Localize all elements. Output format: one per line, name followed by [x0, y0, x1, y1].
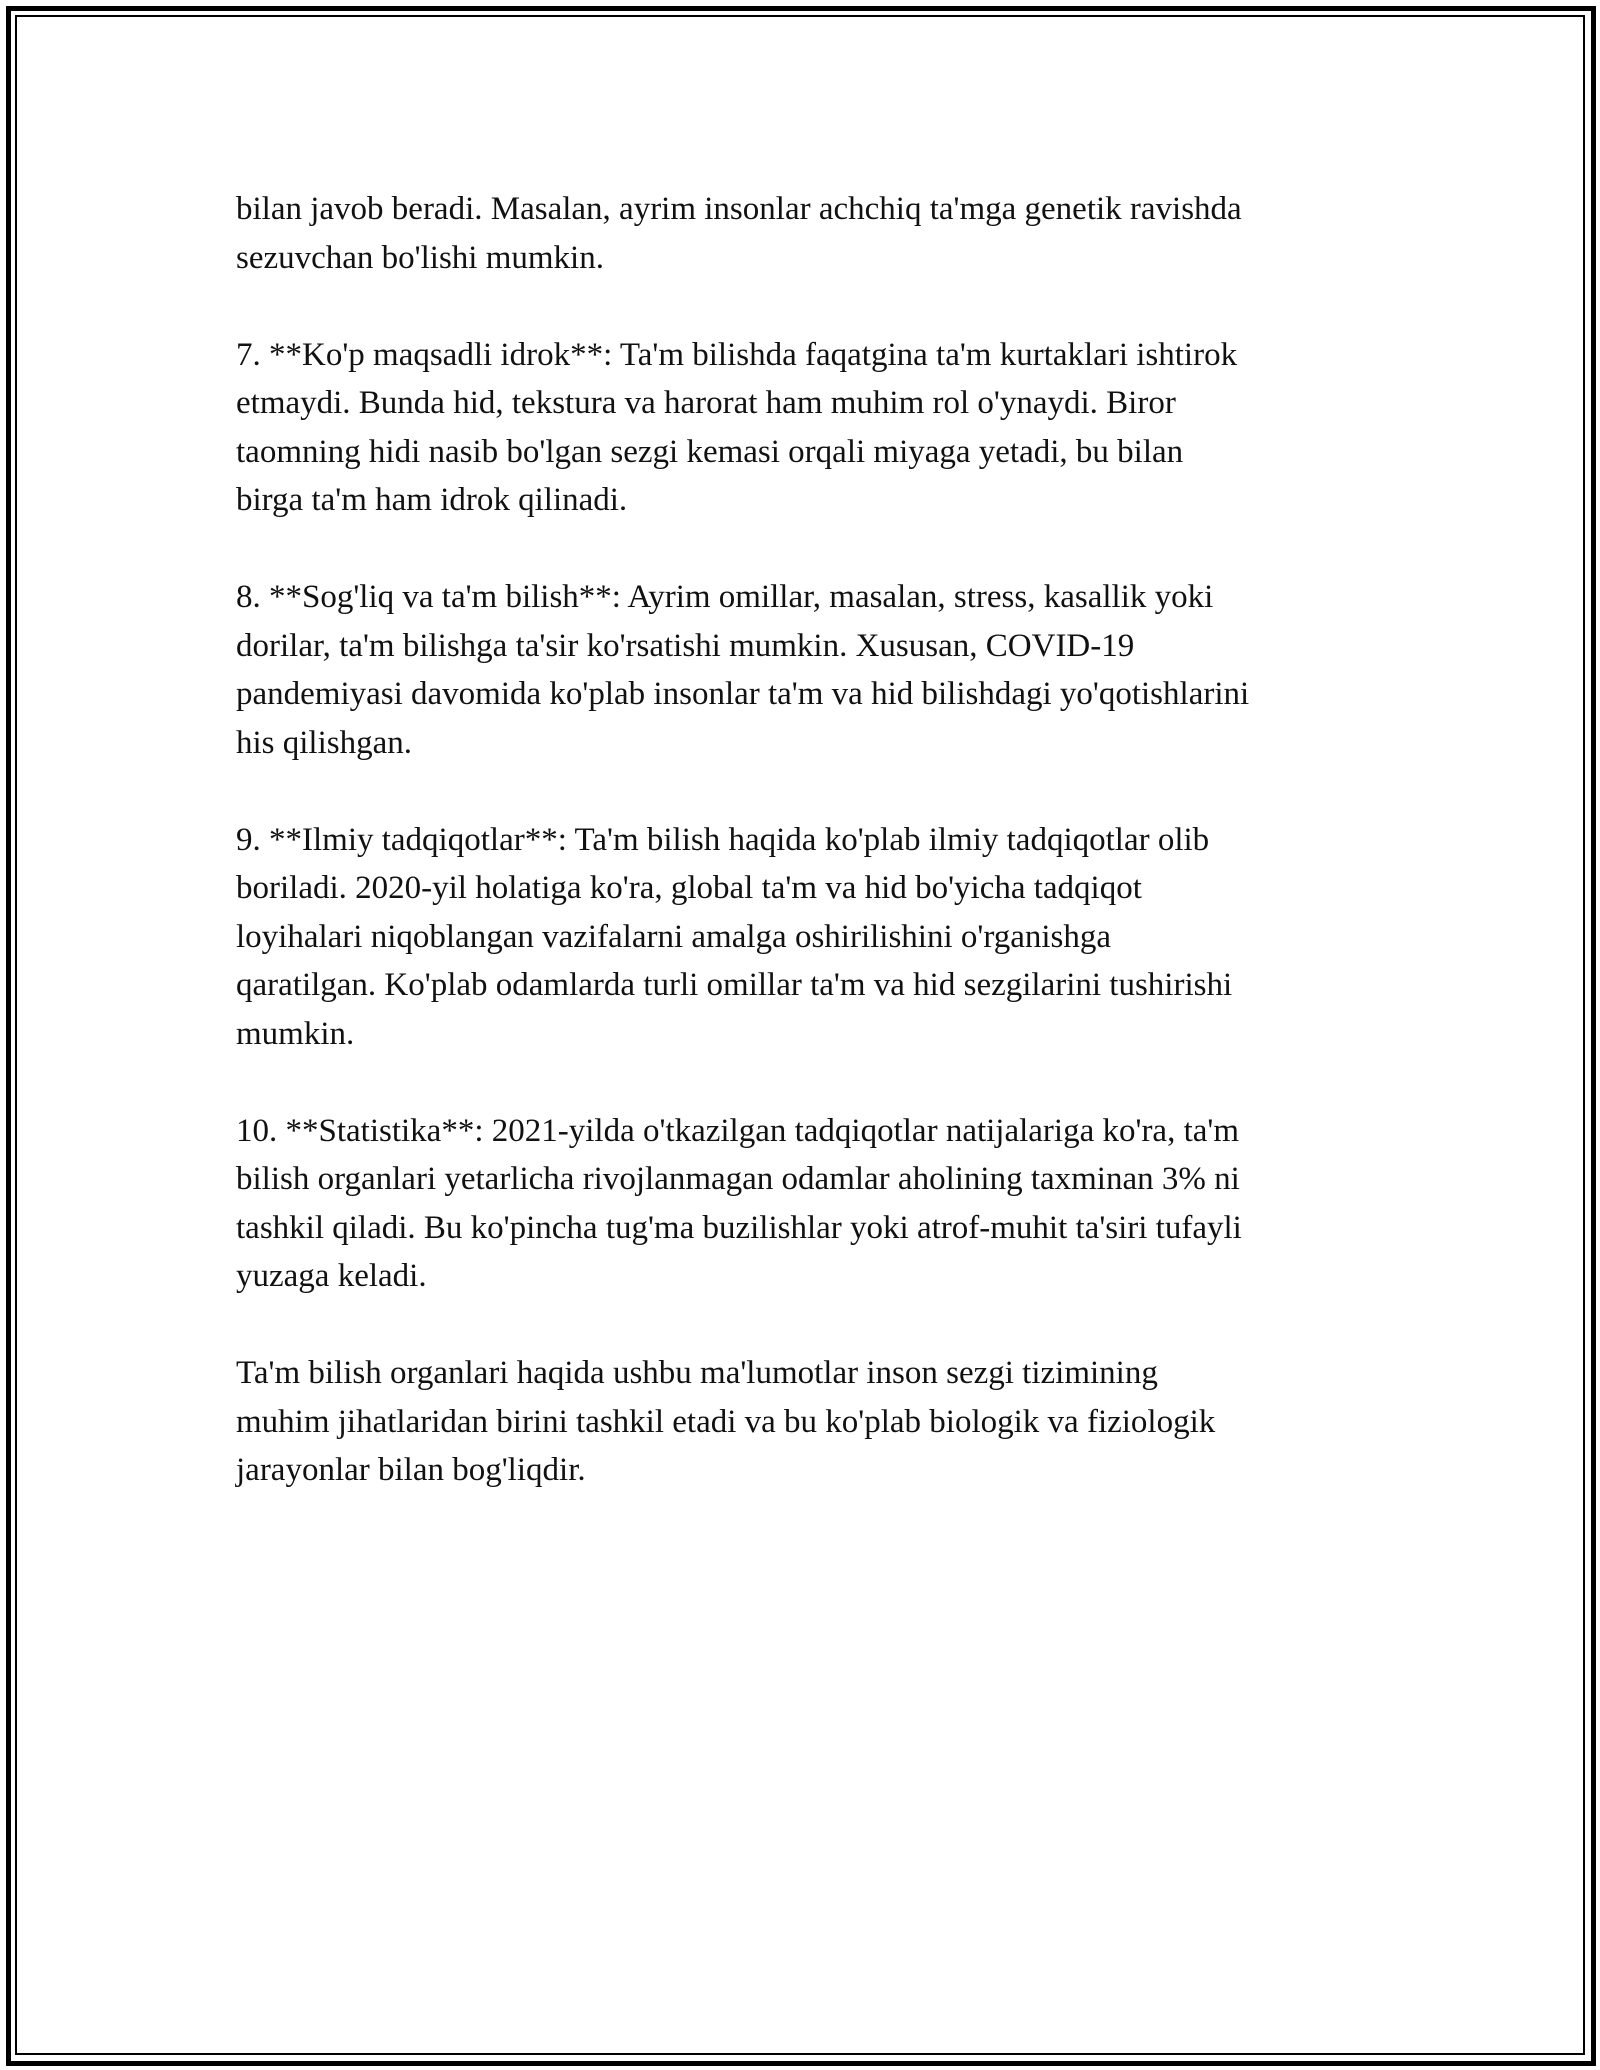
paragraph-item-7: 7. **Ko'p maqsadli idrok**: Ta'm bilishda faqatgina ta'm kurtaklari ishtirok etmaydi. Bunda hid, tekstura va harorat ham muhim rol o'ynaydi. Biror taomning hidi nasib bo'lgan sezgi kemasi orqali miyaga yetadi, bu bilan birga ta'm ham idrok qilinadi.: [236, 336, 1238, 518]
paragraph-item-9: 9. **Ilmiy tadqiqotlar**: Ta'm bilish haqida ko'plab ilmiy tadqiqotlar olib boriladi. 2020-yil holatiga ko'ra, global ta'm va hid bo'yicha tadqiqot loyihalari niqoblangan vazifalarni amalga oshirilishini o'rganishga qaratilgan. Ko'plab odamlarda turli omillar ta'm va hid sezgilarini tushirishi mumkin.: [236, 821, 1233, 1052]
paragraph-conclusion: Ta'm bilish organlari haqida ushbu ma'lumotlar inson sezgi tizimining muhim jihatlaridan birini tashkil etadi va bu ko'plab biologik va fiziologik jarayonlar bilan bog'liqdir.: [236, 1355, 1216, 1488]
paragraph-item-8: 8. **Sog'liq va ta'm bilish**: Ayrim omillar, masalan, stress, kasallik yoki dorilar, ta'm bilishga ta'sir ko'rsatishi mumkin. Xususan, COVID-19 pandemiyasi davomida ko'plab insonlar ta'm va hid bilishdagi yo'qotishlarini his qilishgan.: [236, 579, 1250, 761]
document-body: [236, 185, 1386, 1543]
paragraph-item-10: 10. **Statistika**: 2021-yilda o'tkazilgan tadqiqotlar natijalariga ko'ra, ta'm bilish organlari yetarlicha rivojlanmagan odamlar aholining taxminan 3% ni tashkil qiladi. Bu ko'pincha tug'ma buzilishlar yoki atrof-muhit ta'siri tufayli yuzaga keladi.: [236, 1112, 1242, 1294]
paragraph-continuation: bilan javob beradi. Masalan, ayrim insonlar achchiq ta'mga genetik ravishda sezuvchan bo'lishi mumkin.: [236, 191, 1242, 276]
